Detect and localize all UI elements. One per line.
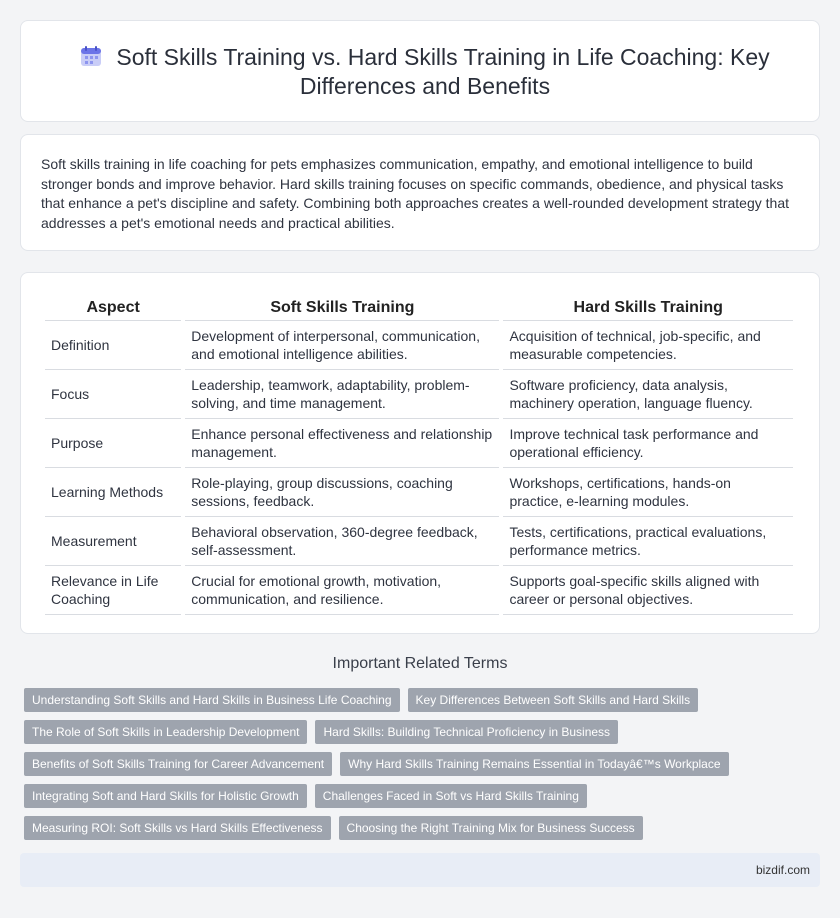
related-terms-tags xyxy=(24,688,824,848)
row-hard: Acquisition of technical, job-specific, and measurable competencies. xyxy=(503,321,793,370)
row-aspect: Learning Methods xyxy=(45,468,181,517)
intro-paragraph: Soft skills training in life coaching for pets emphasizes communication, empathy, and emotional intelligence to build stronger bonds and improve behavior. Hard skills training focuses on specific commands, obedience, and physical tasks that enhance a pet's discipline and safety. Combining both approaches creates a well-rounded development strategy that addresses a pet's emotional needs and practical abilities. xyxy=(41,156,789,231)
related-tag[interactable]: Choosing the Right Training Mix for Business Success xyxy=(339,816,643,840)
table-row xyxy=(45,370,793,419)
comparison-table-card xyxy=(20,272,820,634)
tag-row xyxy=(24,720,824,744)
tag-row xyxy=(24,816,824,840)
footer-site-link[interactable]: bizdif.com xyxy=(755,863,810,877)
table-row xyxy=(45,566,793,615)
header-card xyxy=(20,20,820,122)
row-aspect: Purpose xyxy=(45,419,181,468)
related-tag[interactable]: Why Hard Skills Training Remains Essential in Todayâ€™s Workplace xyxy=(340,752,728,776)
page-title-text: Soft Skills Training vs. Hard Skills Training in Life Coaching: Key Differences and Benefits xyxy=(116,44,770,99)
header-soft-skills: Soft Skills Training xyxy=(185,295,499,321)
related-tag[interactable]: The Role of Soft Skills in Leadership Development xyxy=(24,720,307,744)
header-aspect: Aspect xyxy=(45,295,181,321)
related-tag[interactable]: Understanding Soft Skills and Hard Skills in Business Life Coaching xyxy=(24,688,400,712)
footer xyxy=(20,853,820,887)
row-soft: Enhance personal effectiveness and relationship management. xyxy=(185,419,499,468)
comparison-table xyxy=(41,295,797,615)
row-aspect: Relevance in Life Coaching xyxy=(45,566,181,615)
tag-row xyxy=(24,784,824,808)
related-terms-title: Important Related Terms xyxy=(332,655,508,672)
row-soft: Behavioral observation, 360-degree feedback, self-assessment. xyxy=(185,517,499,566)
related-tag[interactable]: Key Differences Between Soft Skills and Hard Skills xyxy=(408,688,699,712)
row-soft: Crucial for emotional growth, motivation, communication, and resilience. xyxy=(185,566,499,615)
table-row xyxy=(45,419,793,468)
page-title xyxy=(61,43,789,101)
tag-row xyxy=(24,752,824,776)
table-row xyxy=(45,321,793,370)
row-hard: Tests, certifications, practical evaluations, performance metrics. xyxy=(503,517,793,566)
related-tag[interactable]: Integrating Soft and Hard Skills for Holistic Growth xyxy=(24,784,307,808)
table-header-row xyxy=(45,295,793,321)
row-soft: Development of interpersonal, communication, and emotional intelligence abilities. xyxy=(185,321,499,370)
row-hard: Workshops, certifications, hands-on practice, e-learning modules. xyxy=(503,468,793,517)
related-tag[interactable]: Benefits of Soft Skills Training for Career Advancement xyxy=(24,752,332,776)
row-soft: Role-playing, group discussions, coaching sessions, feedback. xyxy=(185,468,499,517)
row-aspect: Measurement xyxy=(45,517,181,566)
intro-card xyxy=(20,134,820,251)
tag-row xyxy=(24,688,824,712)
row-hard: Improve technical task performance and operational efficiency. xyxy=(503,419,793,468)
row-aspect: Focus xyxy=(45,370,181,419)
related-tag[interactable]: Measuring ROI: Soft Skills vs Hard Skills Effectiveness xyxy=(24,816,331,840)
related-tag[interactable]: Challenges Faced in Soft vs Hard Skills Training xyxy=(315,784,587,808)
header-hard-skills: Hard Skills Training xyxy=(503,295,793,321)
calendar-icon xyxy=(80,45,102,67)
title-wrap xyxy=(61,43,789,101)
table-row xyxy=(45,517,793,566)
row-aspect: Definition xyxy=(45,321,181,370)
row-hard: Supports goal-specific skills aligned with career or personal objectives. xyxy=(503,566,793,615)
row-hard: Software proficiency, data analysis, machinery operation, language fluency. xyxy=(503,370,793,419)
row-soft: Leadership, teamwork, adaptability, problem-solving, and time management. xyxy=(185,370,499,419)
related-tag[interactable]: Hard Skills: Building Technical Proficiency in Business xyxy=(315,720,618,744)
table-row xyxy=(45,468,793,517)
